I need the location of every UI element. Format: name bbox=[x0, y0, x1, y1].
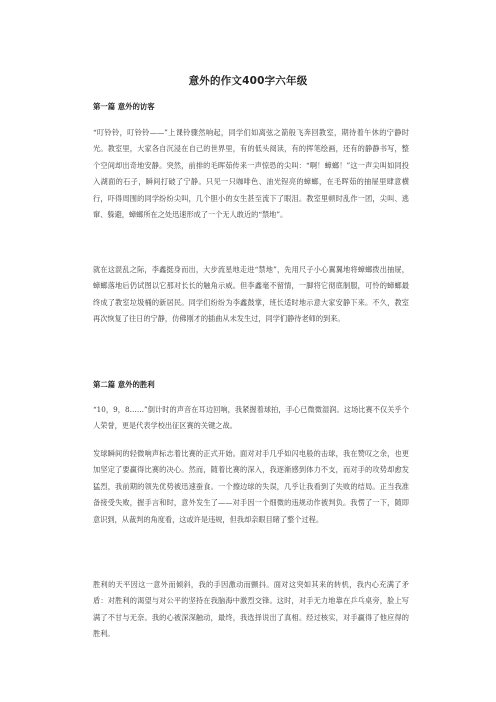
section-2-paragraph-2: 发球瞬间的轻微响声标志着比赛的正式开始。面对对手几乎如闪电般的击球，我在赞叹之余，也更加坚定了要赢得比赛的决心。然而，随着比赛的深入，我逐渐感到体力不支，而对手的攻势却愈发猛烈，我前期的领先优势被迅速蚕食。一个擦边球的失误，几乎让我看到了失败的结局。正当我准备接受失败，握手言和时，意外发生了——对手因一个细微的违规动作被判负。我愣了一下，随即意识到，从裁判的角度看，这或许是违规，但我却亲眼目睹了整个过程。 bbox=[93, 449, 409, 524]
document-title: 意外的作文400字六年级 bbox=[188, 75, 308, 87]
section-2-paragraph-3: 胜利的天平因这一意外而倾斜，我的手因激动而颤抖。面对这突如其来的转机，我内心充满了矛盾：对胜利的渴望与对公平的坚持在我脑海中激烈交锋。这时，对手无力地靠在乒乓桌旁，脸上写满了不甘与无奈。我的心被深深触动，最终，我选择说出了真相。经过核实，对手赢得了他应得的胜利。 bbox=[93, 580, 409, 639]
section-1-paragraph-1: “叮铃铃，叮铃铃——”上课铃骤然响起，同学们如离弦之箭般飞奔回教室，期待着午休的宁静时光。教室里，大家各自沉浸在自己的世界里，有的低头阅读，有的挥笔绘画，还有的静静书写，整个空间却出奇地安静。突然，前排的毛晖茹传来一声惊恐的尖叫：“啊！蟑螂！”这一声尖叫如同投入湖面的石子，瞬间打破了宁静。只见一只咖啡色、油光锃亮的蟑螂，在毛晖茹的抽屉里肆意横行，吓得周围的同学纷纷尖叫，几个胆小的女生甚至流下了眼泪。教室里顿时乱作一团，尖叫、逃窜、躲避，蟑螂所在之处迅速形成了一个无人敢近的“禁地”。 bbox=[93, 128, 409, 220]
section-heading-1: 第一篇 意外的访客 bbox=[93, 102, 155, 111]
section-heading-2: 第二篇 意外的胜利 bbox=[93, 380, 155, 389]
section-2-paragraph-1: “10，9，8……”倒计时的声音在耳边回响，我紧握着球拍，手心已微微湿润。这场比赛不仅关乎个人荣誉，更是代表学校出征区赛的关键之战。 bbox=[93, 405, 409, 431]
section-1-paragraph-2: 就在这混乱之际，李鑫挺身而出，大步流星地走进“禁地”，先用尺子小心翼翼地将蟑螂拨出抽屉，蟑螂落地后仍试图以它那对长长的触角示威。但李鑫毫不留情，一脚将它彻底制服，可怜的蟑螂最终成了教室垃圾桶的新居民。同学们纷纷为李鑫鼓掌，班长适时地示意大家安静下来。不久，教室再次恢复了往日的宁静，仿佛刚才的插曲从未发生过，同学们静待老师的到来。 bbox=[93, 265, 409, 324]
